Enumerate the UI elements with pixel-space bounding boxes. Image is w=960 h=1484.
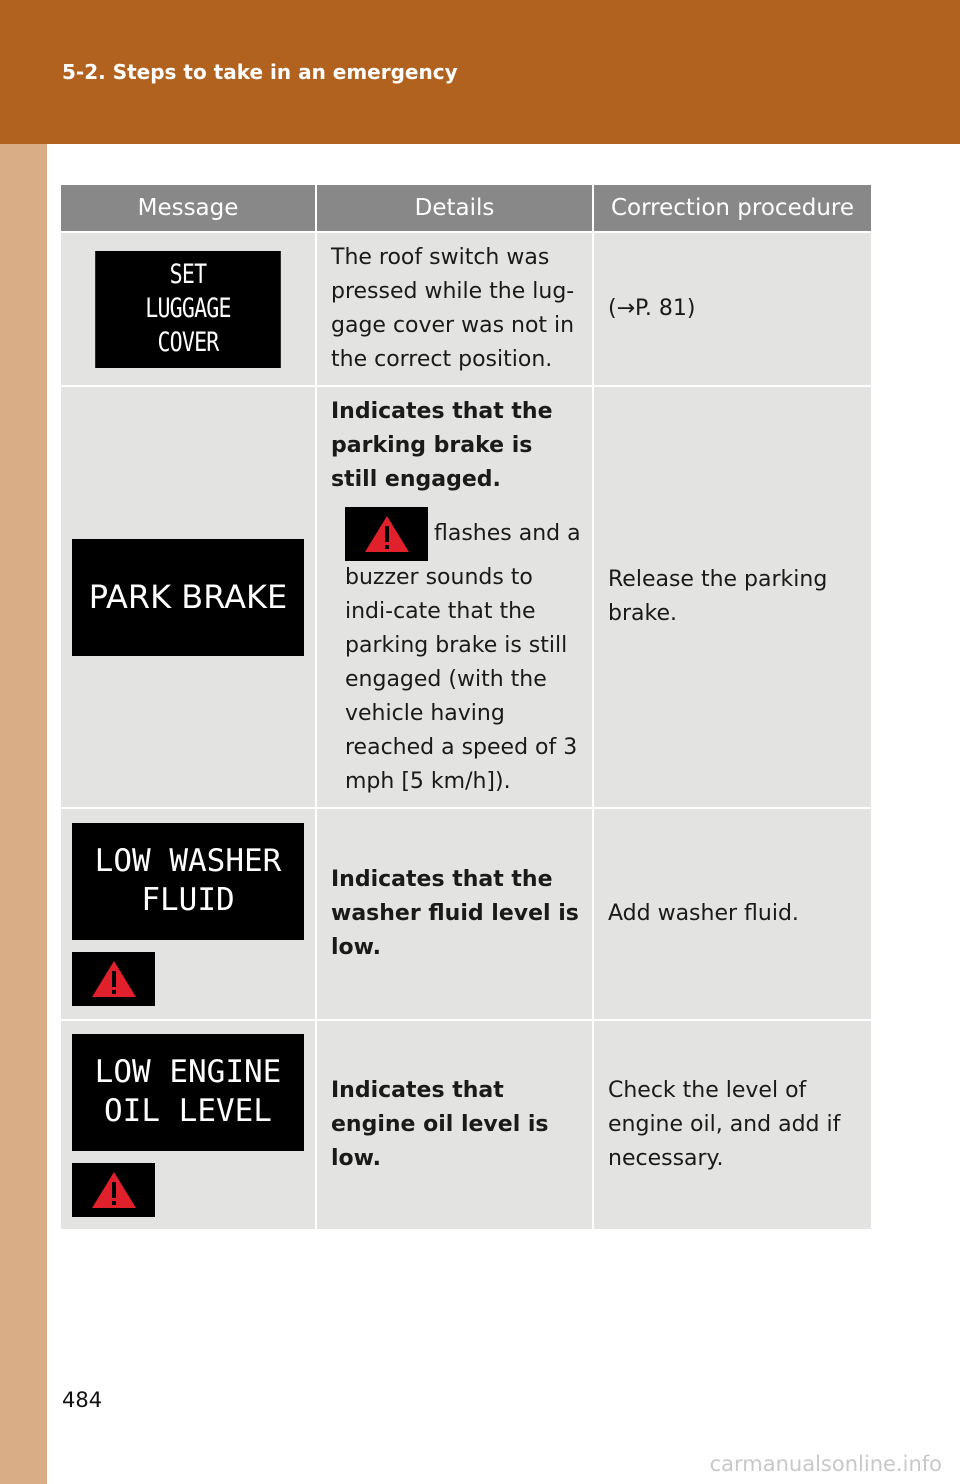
correction-cell: [593, 808, 871, 1020]
table-header-row: [61, 185, 871, 232]
message-display-set-luggage-cover: SET LUGGAGE COVER: [95, 251, 281, 368]
message-cell: [61, 808, 316, 1020]
column-header-message: Message: [61, 185, 316, 232]
correction-text: (→P. 81): [608, 296, 696, 321]
warning-triangle-icon: [72, 952, 155, 1006]
message-cell: [61, 1020, 316, 1230]
warning-triangle-icon: [72, 1163, 155, 1217]
details-cell: [316, 232, 593, 386]
left-margin-strip: [0, 144, 47, 1484]
warning-message-table: [61, 185, 871, 1231]
table-row: [61, 1020, 871, 1230]
table-row: [61, 808, 871, 1020]
table-row: [61, 386, 871, 808]
correction-text: Check the level of engine oil, and add if necessary.: [608, 1078, 841, 1171]
message-cell: [61, 386, 316, 808]
table-row: [61, 232, 871, 386]
page-number: 484: [62, 1388, 103, 1412]
details-note-text: flashes and a buzzer sounds to indi-cate that the parking brake is still engaged (with the vehicle having reached a speed of 3 mph [5 km/h]).: [345, 521, 581, 794]
page-header: [0, 0, 960, 144]
details-cell: [316, 808, 593, 1020]
watermark: carmanualsonline.info: [709, 1452, 942, 1476]
section-title: 5-2. Steps to take in an emergency: [62, 60, 458, 84]
correction-cell: [593, 1020, 871, 1230]
details-text: Indicates that engine oil level is low.: [331, 1078, 549, 1171]
message-display-low-washer-fluid: LOW WASHER FLUID: [72, 823, 304, 940]
details-text: The roof switch was pressed while the lug-gage cover was not in the correct position.: [331, 245, 575, 372]
details-text: Indicates that the washer fluid level is low.: [331, 867, 579, 960]
message-display-park-brake: PARK BRAKE: [72, 539, 304, 656]
correction-text: Release the parking brake.: [608, 567, 828, 626]
column-header-details: Details: [316, 185, 593, 232]
correction-cell: [593, 232, 871, 386]
details-text: Indicates that the parking brake is still engaged.: [331, 399, 553, 492]
message-display-low-engine-oil-level: LOW ENGINE OIL LEVEL: [72, 1034, 304, 1151]
message-cell: [61, 232, 316, 386]
correction-cell: [593, 386, 871, 808]
details-cell: [316, 1020, 593, 1230]
details-note: [331, 507, 584, 799]
correction-text: Add washer fluid.: [608, 901, 799, 926]
details-cell: [316, 386, 593, 808]
warning-triangle-icon: [345, 507, 428, 561]
column-header-correction: Correction procedure: [593, 185, 871, 232]
